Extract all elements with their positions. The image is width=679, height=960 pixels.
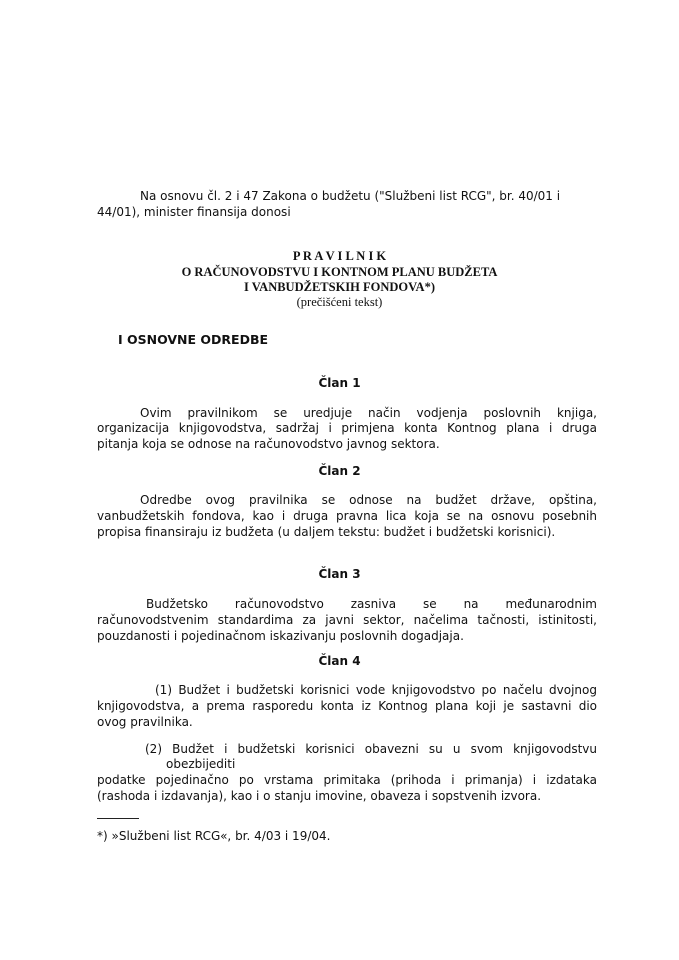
intro-line: 44/01), minister finansija donosi [97, 205, 291, 219]
title-subtitle: (prečišćeni tekst) [296, 295, 383, 309]
title-line: I VANBUDŽETSKIH FONDOVA*) [243, 280, 435, 294]
paragraph-line: (2) Budžet i budžetski korisnici obavezni su u svom knjigovodstvu [145, 742, 597, 756]
title-heading: P R A V I L N I K [292, 249, 387, 263]
footnote: *) »Službeni list RCG«, br. 4/03 i 19/04. [97, 829, 331, 843]
paragraph-line: (1) Budžet i budžetski korisnici vode knjigovodstvo po načelu dvojnog [155, 683, 597, 697]
paragraph-line: računovodstvenim standardima za javni sektor, načelima tačnosti, istinitosti, [97, 613, 597, 627]
paragraph-line: podatke pojedinačno po vrstama primitaka (prihoda i primanja) i izdataka [97, 773, 597, 787]
title-line: O RAČUNOVODSTVU I KONTNOM PLANU BUDŽETA [181, 265, 498, 279]
article-heading: Član 2 [318, 464, 361, 478]
paragraph-line: Ovim pravilnikom se uredjuje način vodjenja poslovnih knjiga, [140, 406, 597, 420]
paragraph-line: Budžetsko računovodstvo zasniva se na međunarodnim [146, 597, 597, 611]
intro-line: Na osnovu čl. 2 i 47 Zakona o budžetu ("Službeni list RCG", br. 40/01 i [140, 189, 561, 203]
article-heading: Član 1 [318, 376, 361, 390]
paragraph-line: organizacija knjigovodstva, sadržaj i primjena konta Kontnog plana i druga [97, 421, 597, 435]
paragraph-line: propisa finansiraju iz budžeta (u daljem tekstu: budžet i budžetski korisnici). [97, 525, 556, 539]
paragraph-line: knjigovodstva, a prema rasporedu konta iz Kontnog plana koji je sastavni dio [97, 699, 597, 713]
section-heading: I OSNOVNE ODREDBE [118, 332, 269, 347]
paragraph-line: pouzdanosti i pojedinačnom iskazivanju poslovnih dogadjaja. [97, 629, 464, 643]
article-heading: Član 4 [318, 654, 361, 668]
footnote-divider [97, 818, 139, 819]
article-heading: Član 3 [318, 567, 361, 581]
paragraph-line: (rashoda i izdavanja), kao i o stanju imovine, obaveza i sopstvenih izvora. [97, 789, 542, 803]
paragraph-line: ovog pravilnika. [97, 715, 193, 729]
paragraph-line: vanbudžetskih fondova, kao i druga pravna lica koja se na osnovu posebnih [97, 509, 597, 523]
paragraph-line: pitanja koja se odnose na računovodstvo javnog sektora. [97, 437, 440, 451]
paragraph-line: Odredbe ovog pravilnika se odnose na budžet države, opština, [140, 493, 597, 507]
paragraph-line: obezbijediti [166, 757, 236, 771]
